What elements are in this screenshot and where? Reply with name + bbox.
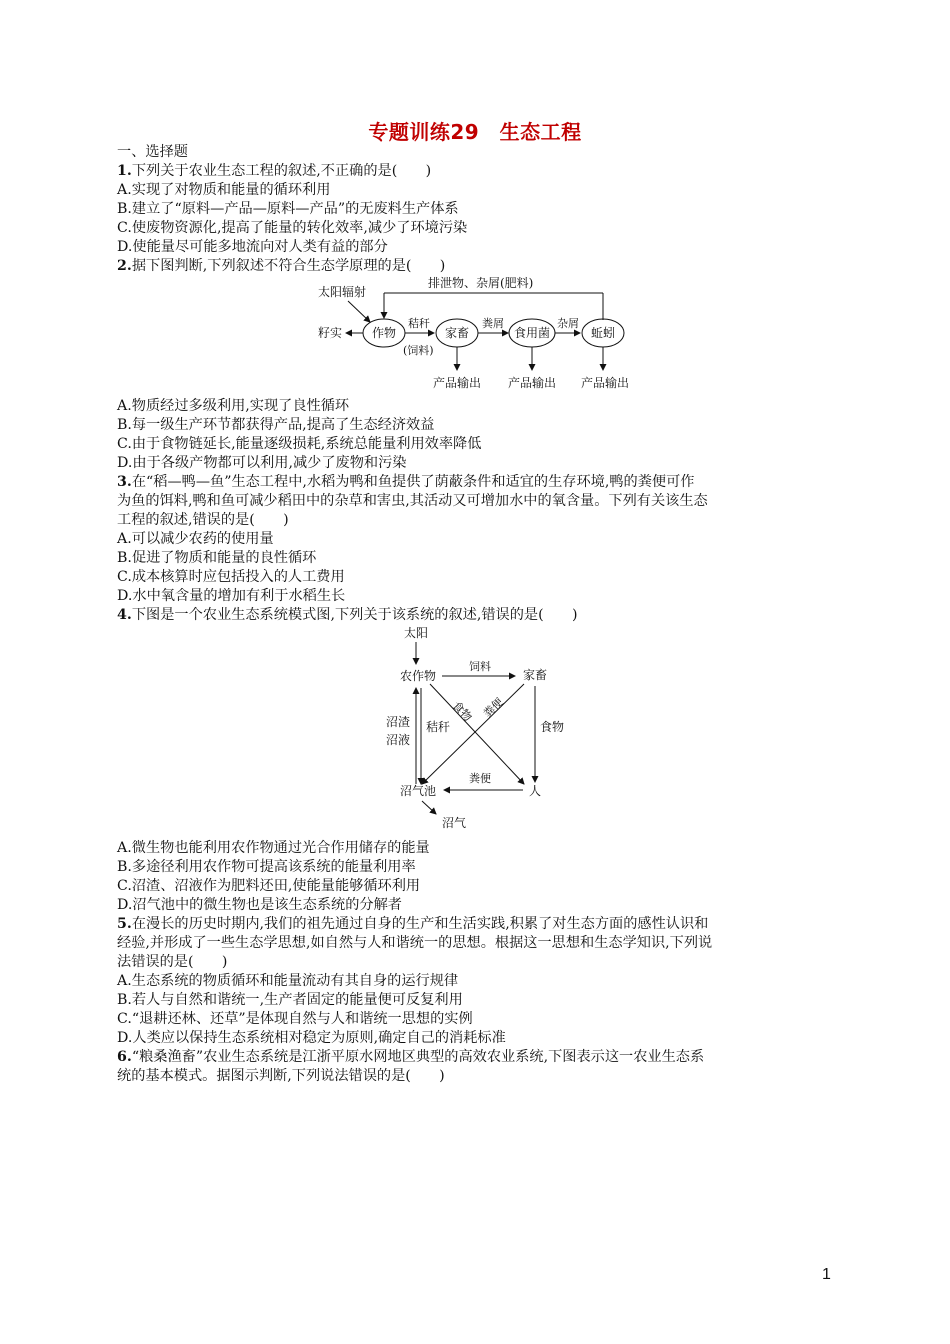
q2-output-1: 产品输出 [432,376,482,390]
q4-digester-label: 沼气池 [399,784,437,798]
q2-crop-label: 作物 [371,326,397,340]
q4-biogas-label: 沼气 [442,816,467,830]
q4-livestock-label: 家畜 [522,668,548,682]
q4-arrow-livestock-digester [422,684,524,784]
q2-output-3: 产品输出 [580,376,630,390]
q4-residue-label: 沼渣 [386,715,411,729]
q3-option-d: D.水中氧含量的增加有利于水稻生长 [117,588,346,604]
q2-feed-label: (饲料) [403,344,434,357]
q2-livestock-label: 家畜 [444,326,470,340]
q4-straw-label: 秸秆 [426,720,451,734]
question-3-stem-line1: 3.在“稻—鸭—鱼”生态工程中,水稻为鸭和鱼提供了荫蔽条件和适宜的生存环境,鸭的粪便可作 [117,474,695,490]
q4-option-a: A.微生物也能利用农作物通过光合作用储存的能量 [117,840,430,856]
q2-dung-label: 粪屑 [482,317,504,330]
q2-option-c: C.由于食物链延长,能量逐级损耗,系统总能量利用效率降低 [117,436,482,452]
q2-output-2: 产品输出 [507,376,557,390]
q2-debris-label: 杂屑 [557,317,579,330]
question-6-stem-line2: 统的基本模式。据图示判断,下列说法错误的是( ) [117,1068,445,1084]
q2-earthworm-label: 蚯蚓 [590,326,616,340]
q5-option-b: B.若人与自然和谐统一,生产者固定的能量便可反复利用 [117,992,463,1008]
q2-arrow-sun-crop [348,301,370,322]
q3-option-c: C.成本核算时应包括投入的人工费用 [117,569,345,585]
q4-option-b: B.多途径利用农作物可提高该系统的能量利用率 [117,859,416,875]
q2-option-a: A.物质经过多级利用,实现了良性循环 [117,398,350,414]
q3-option-b: B.促进了物质和能量的良性循环 [117,550,317,566]
q1-option-a: A.实现了对物质和能量的循环利用 [117,182,331,198]
question-number: 3. [117,474,132,490]
question-2-stem: 2.据下图判断,下列叙述不符合生态学原理的是( ) [117,258,446,274]
question-1-stem: 1.下列关于农业生态工程的叙述,不正确的是( ) [117,163,432,179]
q4-dung-diag-label: 粪便 [481,695,506,721]
q4-flow-diagram [380,624,580,834]
q4-food-diag-label: 食物 [449,699,475,724]
q1-option-b: B.建立了“原料—产品—原料—产品”的无废料生产体系 [117,201,459,217]
q4-diagram [380,624,580,834]
question-5-stem-line2: 经验,并形成了一些生态学思想,如自然与人和谐统一的思想。根据这一思想和生态学知识,下列说 [117,935,713,951]
page-number: 1 [822,1266,831,1283]
q4-feed-label: 饲料 [469,660,491,673]
q4-sun-label: 太阳 [403,626,429,640]
q4-option-c: C.沼渣、沼液作为肥料还田,使能量能够循环利用 [117,878,421,894]
q4-human-label: 人 [528,784,542,798]
q2-straw-label: 秸秆 [408,317,430,330]
question-number: 5. [117,916,132,932]
q4-liquid-label: 沼液 [386,733,411,747]
q2-flow-diagram [300,274,650,396]
section-heading: 一、选择题 [117,144,188,160]
question-3-stem-line2: 为鱼的饵料,鸭和鱼可减少稻田中的杂草和害虫,其活动又可增加水中的氧含量。下列有关该生态 [117,493,708,509]
q5-option-c: C.“退耕还林、还草”是体现自然与人和谐统一思想的实例 [117,1011,473,1027]
question-number: 2. [117,258,132,274]
question-4-stem: 4.下图是一个农业生态系统模式图,下列关于该系统的叙述,错误的是( ) [117,607,578,623]
q2-option-b: B.每一级生产环节都获得产品,提高了生态经济效益 [117,417,435,433]
question-3-stem-line3: 工程的叙述,错误的是( ) [117,512,289,528]
q2-sun-label: 太阳辐射 [318,285,367,299]
q4-arrow-crop-human [430,684,524,784]
q5-option-d: D.人类应以保持生态系统相对稳定为原则,确定自己的消耗标准 [117,1030,506,1046]
question-number: 4. [117,607,132,623]
page-title: 专题训练29 生态工程 [368,120,582,144]
question-5-stem-line3: 法错误的是( ) [117,954,228,970]
question-number: 6. [117,1049,132,1065]
q4-dung-bottom-label: 粪便 [469,772,491,785]
q2-fertilizer-label: 排泄物、杂屑(肥料) [428,276,534,290]
question-number: 1. [117,163,132,179]
q5-option-a: A.生态系统的物质循环和能量流动有其自身的运行规律 [117,973,459,989]
q3-option-a: A.可以减少农药的使用量 [117,531,274,547]
q4-arrow-biogas [422,801,436,814]
q4-food-right-label: 食物 [540,720,565,734]
q1-option-d: D.使能量尽可能多地流向对人类有益的部分 [117,239,388,255]
q2-seed-label: 籽实 [318,326,343,340]
q2-diagram [300,274,650,396]
q4-option-d: D.沼气池中的微生物也是该生态系统的分解者 [117,897,402,913]
q1-option-c: C.使废物资源化,提高了能量的转化效率,减少了环境污染 [117,220,468,236]
question-6-stem-line1: 6.“粮桑渔畜”农业生态系统是江浙平原水网地区典型的高效农业系统,下图表示这一农业生态系 [117,1049,705,1065]
question-5-stem-line1: 5.在漫长的历史时期内,我们的祖先通过自身的生产和生活实践,积累了对生态方面的感性认识和 [117,916,709,932]
q4-crop-label: 农作物 [399,669,437,683]
q2-option-d: D.由于各级产物都可以利用,减少了废物和污染 [117,455,407,471]
q2-fungus-label: 食用菌 [513,326,551,340]
